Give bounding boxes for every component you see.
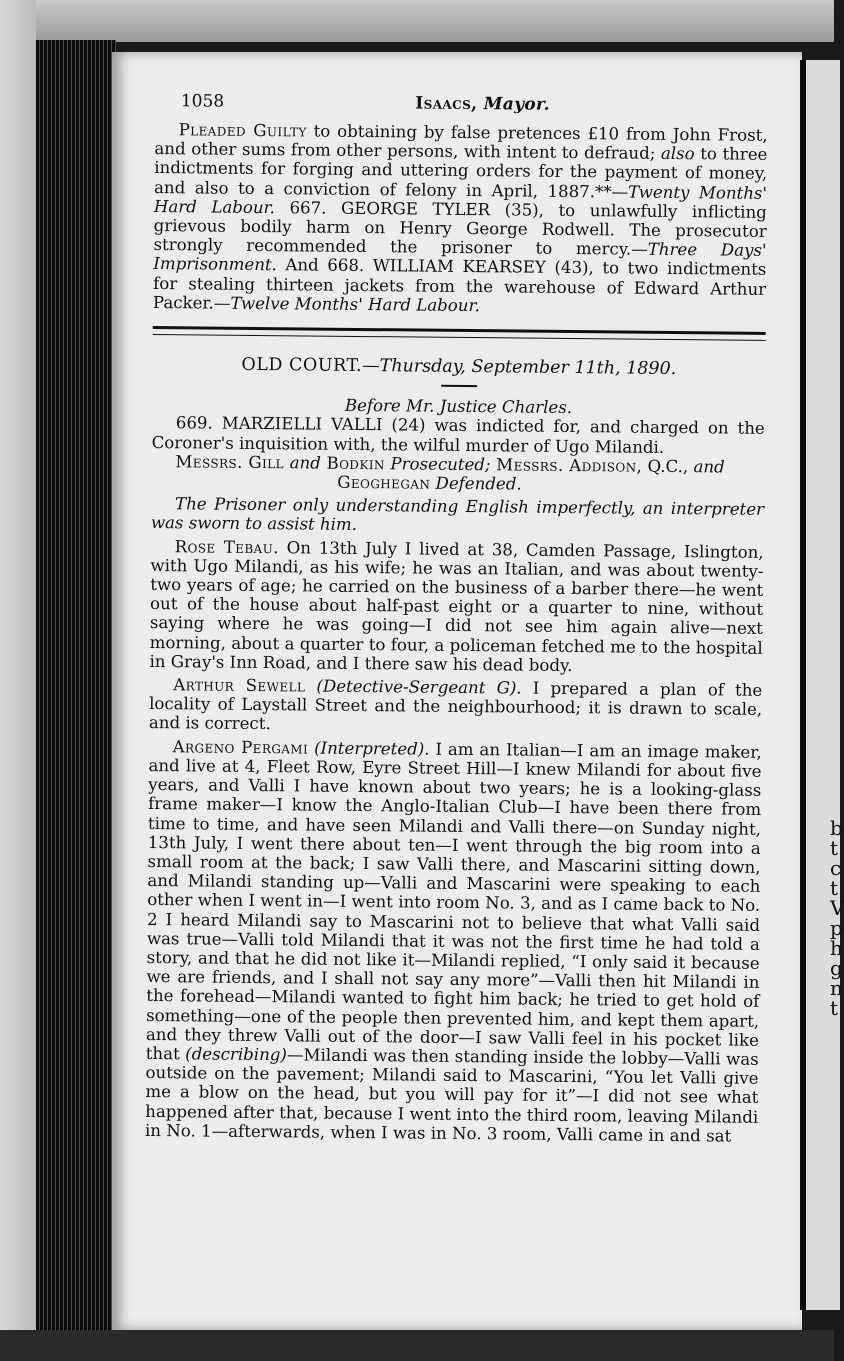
witness-qualifier: (Detective-Sergeant G). [305,676,522,698]
court-date: Thursday, September 11th, 1890. [379,356,677,380]
counsel-and: and [693,457,725,477]
interpreter-note: The Prisoner only understanding English imperfectly, an interpreter was sworn to assist him. [150,494,765,535]
testimony-text: I am an Italian—I am an image maker, and live at 4, Fleet Row, Eyre Street Hill—I knew Milandi for about five years, and Valli I have known about two years; he is a looking-glass frame maker—I know the Anglo-Italian Club—I have been there from time to time, and have seen Milandi and Valli there—on Sunday night, 13th July, I went there about ten—I went through the big room into a small room at the back; I saw Valli there, and Mascarini sitting down, and Milandi standing up—Valli and Mascarini were speaking to each other when I went in—I went into room No. 3, and as I came back to No. 2 I heard Milandi say to Mascarini not to believe that what Valli said was true—Valli told Milandi that it was not the first time he had told a story, and that he did not like it—Milandi replied, “I only said it because we are friends, and I shall not say any more”—Valli then hit Milandi in the forehead—Milandi wanted to fight him back; he tried to get hold of something—one of the people then prevented him, and kept them apart, and they threw Valli out of the door—I saw Valli feel in his pocket like that [145,739,762,1064]
page-number: 1058 [180,91,225,112]
facing-page-letter: h [830,936,843,960]
testimony-paragraph [145,737,762,1146]
counsel-messrs: Messrs. [175,452,243,472]
page-text [145,92,768,1146]
counsel-names: Bodkin [320,453,391,474]
facing-page-letter: c [830,856,842,880]
facing-page-edge [800,60,844,1310]
sentence-text: Three Days' Imprisonment. [153,239,767,275]
sentence-text: Twenty Months' Hard Labour. [153,182,768,217]
judge-line: Before Mr. Justice Charles. [344,396,573,418]
counsel-qc: Q.C., [642,456,694,477]
paragraph-text: to three indictments for forging and uttering orders for the payment of money, and also to a conviction of felony in April, 1887.**— [153,144,768,202]
facing-page-letter: t [830,996,839,1020]
facing-page-letter: p [830,916,843,940]
testimony-paragraph [149,537,763,677]
paragraph-text: to obtaining by false pretences £10 from John Frost, and other sums from other persons, with intent to defraud; [154,121,768,164]
counsel-names: Geoghegan [337,472,431,493]
facing-page-letter: n [830,976,843,1000]
section-divider [153,326,766,341]
testimony-text: —Milandi was then standing inside the lobby—Valli was outside on the pavement; Milandi said to Mascarini, “You let Valli give me a blow on the head, but you will pay for it”—I did not see what happened after that, because I went into the third room, leaving Milandi in No. 1—afterwards, when I was in No. 3 room, Valli came in and sat [144,1045,759,1146]
paragraph-text: 667. GEORGE TYLER (35), to unlawfully inflicting grievous bodily harm on Henry George Rodwell. The prosecutor strongly recommended the prisoner to mercy.— [153,197,767,259]
counsel-names: Gill [242,452,290,473]
facing-page-letter: b [830,816,843,840]
running-head [415,94,550,123]
spacer [151,486,337,488]
counsel-line [151,452,764,496]
witness-name: Argeno Pergami [172,736,309,758]
facing-page-letter: t [830,876,839,900]
heading-rule [441,385,477,387]
facing-page-letter: V [830,896,844,920]
testimony-text: On 13th July I lived at 38, Camden Passage, Islington, with Ugo Milandi, as his wife; he was an Italian, and was about twenty-two years of age; he carried on the business of a barber there—he went out of the house about half-past eight or a quarter to nine, without saying where he was going—I did not see him again alive—next morning, about a quarter to four, a policeman fetched me to the hospital in Gray's Inn Road, and I there saw his dead body. [149,537,764,675]
witness-name: Rose Tebau. [174,536,279,557]
scan-background-bottom [0,1330,834,1361]
scan-background-top [0,0,834,42]
sentences-paragraph [153,120,768,318]
also-word: also [660,144,695,164]
facing-page-letter: g [830,956,843,980]
book-page-edges [36,40,116,1330]
witness-name: Arthur Sewell [173,675,306,696]
counsel-messrs: Messrs. [490,455,564,475]
witness-qualifier: (Interpreted). [308,738,430,759]
testimony-text: I prepared a plan of the locality of Laystall Street and the neighbourhood; it is drawn to scale, and is correct. [148,678,763,734]
counsel-prosecuted: Prosecuted; [390,454,491,475]
testimony-paragraph [149,675,763,738]
court-heading [152,355,765,380]
court-dash: — [361,356,380,377]
court-name: OLD COURT. [241,354,363,377]
running-head-title: Mayor. [483,94,550,115]
counsel-names: Addison, [563,455,643,476]
describing-note: (describing) [185,1044,288,1065]
case-intro: 669. MARZIELLI VALLI (24) was indicted for, and charged on the Coroner's inquisition with, the wilful murder of Ugo Milandi. [151,413,765,457]
sentence-text: Twelve Months' Hard Labour. [230,293,480,315]
facing-page-letter: t [830,836,839,860]
counsel-and: and [289,453,321,473]
paragraph-text: And 668. WILLIAM KEARSEY (43), to two indictments for stealing thirteen jackets from the warehouse of Edward Arthur Packer.— [152,255,767,313]
running-head-surname: Isaacs, [415,93,478,115]
scan-background-left [0,0,36,1361]
pleaded-guilty-label: Pleaded Guilty [178,120,307,141]
counsel-defended: Defended. [430,473,522,494]
